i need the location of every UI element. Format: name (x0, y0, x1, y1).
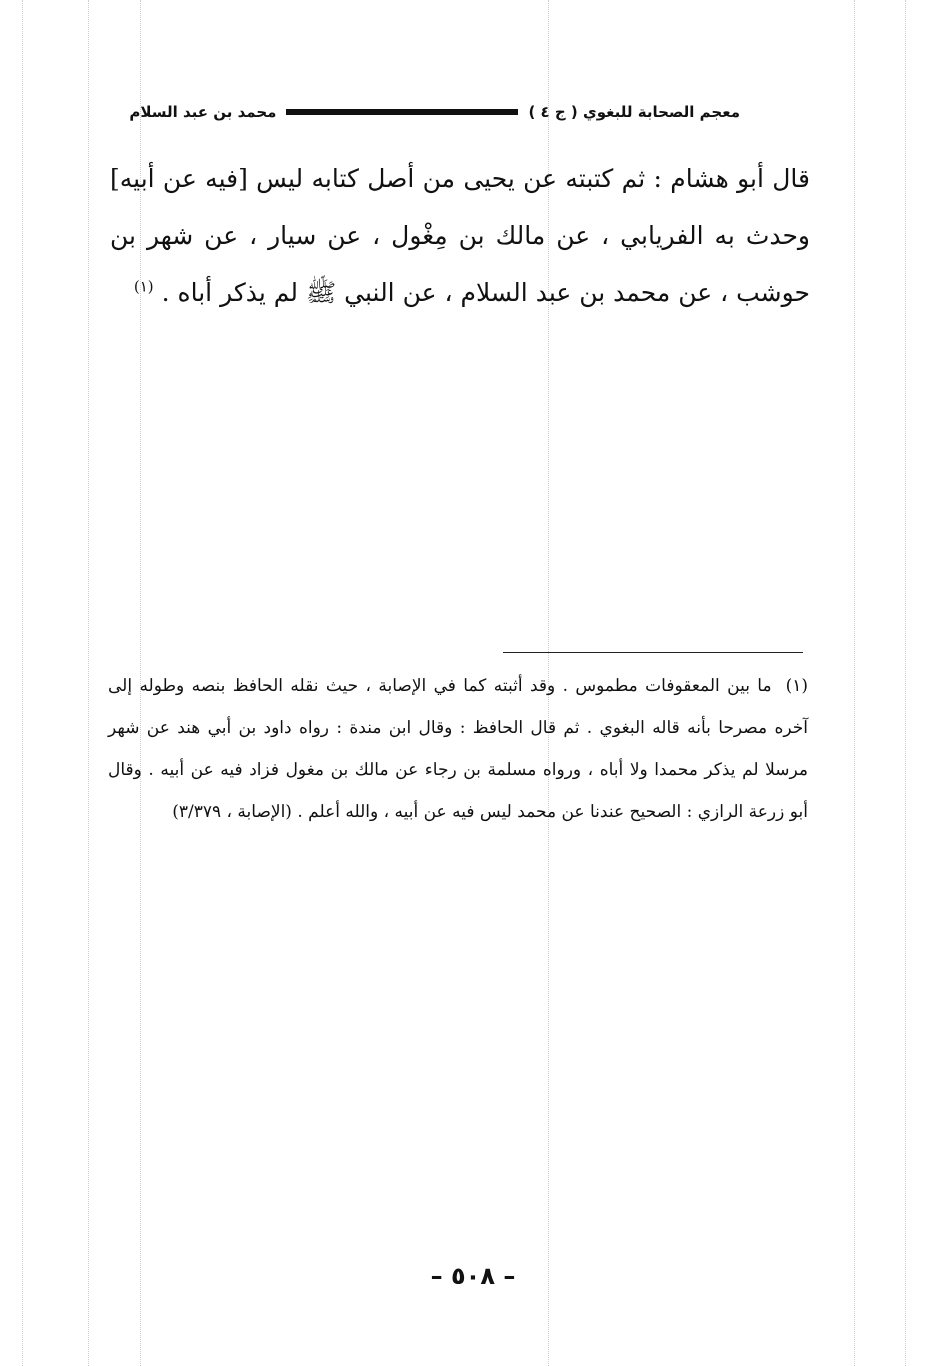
footnote-text: ما بين المعقوفات مطموس . وقد أثبته كما في الإصابة ، حيث نقله الحافظ بنصه وطوله إلى آخره مصرحا بأنه قاله البغوي . ثم قال الحافظ : وقال ابن مندة : رواه داود بن أبي هند عن شهر مرسلا لم يذكر محمدا ولا أباه ، ورواه مسلمة بن رجاء عن مالك بن مغول فزاد فيه عن أبيه . وقال أبو زرعة الرازي : الصحيح عندنا عن محمد ليس فيه عن أبيه ، والله أعلم . (الإصابة ، ٣/٣٧٩) (108, 676, 808, 822)
header-entry-name: محمد بن عبد السلام (129, 103, 277, 121)
footnote-separator (503, 652, 803, 653)
page-number: – ٥٠٨ – (430, 1262, 516, 1290)
main-paragraph (110, 150, 810, 321)
header-rule (286, 109, 518, 115)
running-header (129, 92, 740, 132)
footnotes (108, 665, 808, 833)
footnote-number: (١) (785, 676, 808, 696)
main-paragraph-text: قال أبو هشام : ثم كتبته عن يحيى من أصل كتابه ليس [فيه عن أبيه] وحدث به الفريابي ، عن مالك بن مِغْول ، عن سيار ، عن شهر بن حوشب ، عن محمد بن عبد السلام ، عن النبي ﷺ لم يذكر أباه . (110, 164, 810, 307)
footnote-1 (108, 665, 808, 833)
header-book-title: معجم الصحابة للبغوي ( ج ٤ ) (528, 103, 740, 121)
main-text (110, 150, 810, 321)
scan-artifact-line (22, 0, 23, 1366)
scan-artifact-line (905, 0, 906, 1366)
footnote-reference: (١) (133, 277, 154, 296)
scan-artifact-line (88, 0, 89, 1366)
scan-artifact-line (854, 0, 855, 1366)
